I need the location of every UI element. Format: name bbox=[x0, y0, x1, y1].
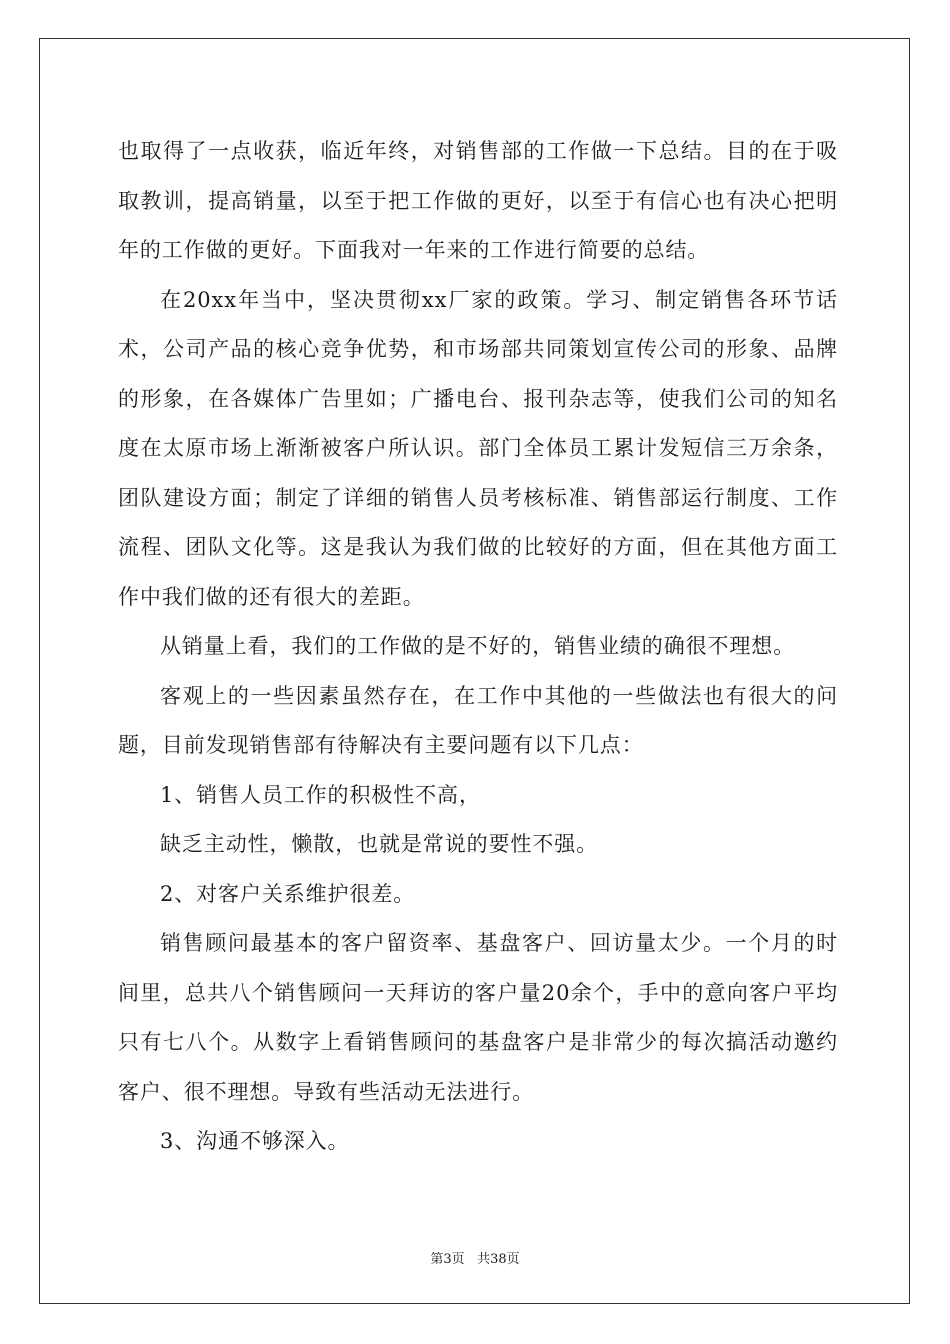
paragraph-7: 2、对客户关系维护很差。 bbox=[160, 881, 416, 906]
paragraph-3: 从销量上看，我们的工作做的是不好的，销售业绩的确很不理想。 bbox=[160, 634, 796, 658]
page-footer bbox=[0, 1248, 950, 1267]
document-body bbox=[118, 127, 838, 1167]
paragraph-9: 3、沟通不够深入。 bbox=[160, 1129, 350, 1153]
page-number: 第3页 bbox=[430, 1252, 465, 1267]
paragraph-5: 1、销售人员工作的积极性不高， bbox=[160, 782, 481, 807]
paragraph-2: 在20xx年当中，坚决贯彻xx厂家的政策。学习、制定销售各环节话术，公司产品的核心竞争优势，和市场部共同策划宣传公司的形象、品牌的形象，在各媒体广告里如；广播电台、报刊杂志等，使我们公司的知名度在太原市场上渐渐被客户所认识。部门全体员工累计发短信三万余条，团队建设方面；制定了详细的销售人员考核标准、销售部运行制度、工作流程、团队文化等。这是我认为我们做的比较好的方面，但在其他方面工作中我们做的还有很大的差距。 bbox=[118, 287, 838, 609]
paragraph-6: 缺乏主动性，懒散，也就是常说的要性不强。 bbox=[160, 832, 598, 856]
paragraph-8: 销售顾问最基本的客户留资率、基盘客户、回访量太少。一个月的时间里，总共八个销售顾问一天拜访的客户量20余个，手中的意向客户平均只有七八个。从数字上看销售顾问的基盘客户是非常少的每次搞活动邀约客户、很不理想。导致有些活动无法进行。 bbox=[118, 931, 838, 1104]
paragraph-1: 也取得了一点收获，临近年终，对销售部的工作做一下总结。目的在于吸取教训，提高销量，以至于把工作做的更好，以至于有信心也有决心把明年的工作做的更好。下面我对一年来的工作进行简要的总结。 bbox=[118, 139, 838, 262]
paragraph-4: 客观上的一些因素虽然存在，在工作中其他的一些做法也有很大的问题，目前发现销售部有待解决有主要问题有以下几点： bbox=[118, 683, 838, 757]
page-total: 共38页 bbox=[477, 1252, 520, 1267]
